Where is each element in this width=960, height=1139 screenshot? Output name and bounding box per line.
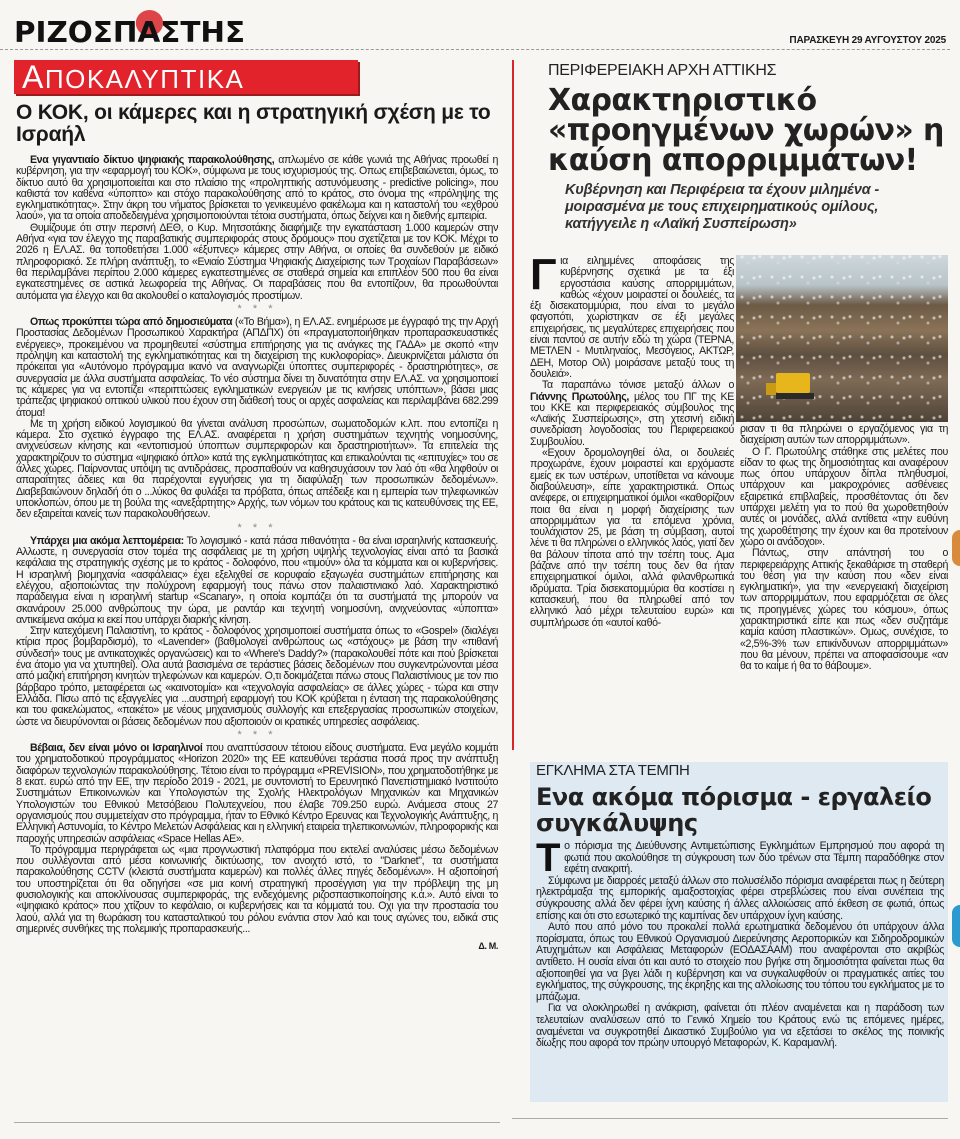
paragraph: Για ειλημμένες αποφάσεις της κυβέρνησης σχετικά με τα έξι εργοστάσια καύσης απορριμμάτων, καθώς «έχουν μοιραστεί οι δουλειές, τα έξι δισεκατομμύρια, που είναι το μεγάλο φαγοπότι, χωρίστηκαν σε έξι μεγάλες επιχειρήσεις, τις μεγαλύτερες επιχειρήσεις που είναι παντού σε αυτήν εδώ τη χώρα (ΤΕΡΝΑ, ΜΕΤΛΕΝ - Μυτιληναίος, Μεσόγειος, ΑΚΤΩΡ, ΔΕΗ, Μοτορ Οιλ) μοιράσανε μεταξύ τους τη δουλειά». bbox=[530, 250, 734, 380]
page-edge-tab bbox=[952, 905, 960, 947]
divider bbox=[14, 1122, 500, 1123]
section-banner: ΑΠΟΚΑΛΥΠΤΙΚΑ bbox=[14, 60, 358, 94]
separator: * * * bbox=[237, 728, 277, 741]
article-headline: Χαρακτηριστικό «προηγμένων χωρών» η καύση απορριμμάτων! bbox=[548, 83, 944, 178]
article-subtitle: Κυβέρνηση και Περιφέρεια τα έχουν μιλημένα - μοιρασμένα με τους επιχειρηματικούς ομίλους, κατήγγειλε η «Λαϊκή Συσπείρωση» bbox=[565, 182, 880, 232]
paragraph: Πάντως, στην απάντησή του ο περιφερειάρχης Αττικής ξεκαθάρισε τη σταθερή του θέση για την καύση που «δεν είναι εγκληματική», για την «ενεργειακή διαχείριση των απορριμμάτων, που εφαρμόζεται σε όλες τις προηγμένες χώρες του κόσμου», όπως χαρακτηριστικά είπε και πως «δεν συζητάμε καμία καύση πλαστικών». Ομως, συνέχισε, το «2,5%-3% των επικίνδυνων απορριμμάτων» που θα μένουν, πρέπει να αποφασίσουμε «αν θα το καίμε ή θα το θάβουμε». bbox=[740, 547, 948, 673]
article-kicker: ΕΓΚΛΗΜΑ ΣΤΑ ΤΕΜΠΗ bbox=[536, 762, 690, 779]
article-body bbox=[16, 155, 498, 952]
paragraph: Υπάρχει μια ακόμα λεπτομέρεια: Το λογισμικό - κατά πάσα πιθανότητα - θα είναι ισραηλινής κατασκευής. Αλλωστε, η συνεργασία στον τομέα της ασφάλειας με τη χρήση υψηλής τεχνολογίας είναι από τα βασικά κεφάλαια της στρατηγικής σχέσης με το κράτος - δολοφόνο, που «τιμούν» όλα τα κόμματα και οι κυβερνήσεις. Η ισραηλινή βιομηχανία «ασφάλειας» έχει εξελιχθεί σε κορυφαίο εξαγωγέα συστημάτων επιτήρησης και ελέγχου, αξιοποιώντας την πολύχρονη εφαρμογή τους πάνω στον παλαιστινιακό λαό. Χαρακτηριστικό παράδειγμα είναι η ισραηλινή startup «Scanary», η οποία κομπάζει ότι τα συστήματά της μπορούν να σκανάρουν 25.000 ανθρώπους την ώρα, με ραντάρ και τεχνητή νοημοσύνη, ανιχνεύοντας «ύποπτα» αντικείμενα ακόμα κι εκεί που υπάρχει διαρκής κίνηση. bbox=[16, 534, 498, 626]
paragraph: ρισαν τι θα πληρώνει ο εργαζόμενος για τη διαχείριση αυτών των απορριμμάτων». bbox=[740, 423, 948, 447]
article-kicker: ΠΕΡΙΦΕΡΕΙΑΚΗ ΑΡΧΗ ΑΤΤΙΚΗΣ bbox=[548, 62, 777, 79]
paragraph: Οπως προκύπτει τώρα από δημοσιεύματα («Το Βήμα»), η ΕΛ.ΑΣ. ενημέρωσε με έγγραφό της την Αρχή Προστασίας Δεδομένων Προσωπικού Χαρακτήρα (ΑΠΔΠΧ) ότι «πραγματοποιήθηκαν προπαρασκευαστικές ενέργειες», προκειμένου να προμηθευτεί «σύστημα επιτήρησης για τις ανάγκες της ΓΑΔΑ» με σκοπό «την πρόληψη και καταστολή της εγκληματικότητας και τη διαχείριση της κυκλοφορίας». Διευκρινίζεται μάλιστα ότι πρόκειται για «Αυτόνομο πρόγραμμα ικανό να αναγνωρίζει ύποπτες συμπεριφορές - δραστηριότητες», σε συνεργασία με άλλα συστήματα ασφαλείας. Το νέο σύστημα δίνει τη δυνατότητα στην ΕΛ.ΑΣ. να χρησιμοποιεί τις κάμερες για να εντοπίζει «περιπτώσεις εγκληματικών ενεργειών με τις κινήσεις υπόπτων», βάσει μιας τράπεζας ψηφιακού οπτικού υλικού που έχουν στη διάθεσή τους οι αρχές ασφαλείας και περιλαμβάνει 682.299 άτομα! bbox=[16, 316, 498, 419]
page-edge-tab bbox=[952, 530, 960, 566]
paragraph: «Εχουν δρομολογηθεί όλα, οι δουλειές προχωράνε, έχουν μοιραστεί και ερχόμαστε εμείς εκ των υστέρων, υποτίθεται να κάνουμε διαβούλευση», είπε χαρακτηριστικά. Οπως ανέφερε, οι επιχειρηματικοί όμιλοι «καθορίζουν ποια θα είναι η μορφή διαχείρισης των απορριμμάτων για τα επόμενα χρόνια, τουλάχιστον 25, με βάση τη σύμβαση, αυτοί λένε τι θα πληρώνει ο ελληνικός λαός, γιατί δεν θα βάλουν τίποτα από την τσέπη τους. Αμα βάζανε από την τσέπη τους δεν θα ήταν επιχειρηματικοί όμιλοι, αλλά φιλανθρωπικά ιδρύματα. Τρία δισεκατομμύρια θα κοστίσει η κατασκευή, που θα πληρωθεί από τον ελληνικό λαό μέχρι τελευταίου ευρώ» και συμπλήρωσε ότι «αυτοί καθό- bbox=[530, 447, 734, 629]
article-body-col2 bbox=[740, 424, 948, 673]
paragraph: Στην κατεχόμενη Παλαιστίνη, το κράτος - δολοφόνος χρησιμοποιεί συστήματα όπως το «Gospel» (διαλέγει κτίρια προς βομβαρδισμό), το «Lavender» (βαθμολογεί ανθρώπους ως «στόχους» με βάση την «πιθανή σύνδεσή» τους με αντικατοχικές οργανώσεις) και το «Where's Daddy?» (παρακολουθεί πότε και πού βρίσκεται ένα άτομο για να χτυπηθεί). Ολα αυτά βασισμένα σε τεράστιες βάσεις δεδομένων που συγκεντρώνονται μέσα από μαζική επιτήρηση κινητών τηλεφώνων και καμερών. Ο,τι δοκιμάζεται πάνω στους Παλαιστίνιους με τον πιο βάρβαρο τρόπο, μεταφέρεται ως «καινοτομία» και «τεχνολογία ασφαλείας» σε άλλες χώρες - τώρα και στην Ελλάδα. Πίσω από τις εξαγγελίες για ...αυστηρή εφαρμογή του ΚΟΚ κρύβεται η ένταση της παρακολούθησης και του φακελώματος, «πακέτο» με νέους μηχανισμούς συλλογής και επεξεργασίας προσωπικών στοιχείων, ώστε να διευρύνονται οι βάσεις δεδομένων που αξιοποιούν οι κρατικές υπηρεσίες ασφάλειας. bbox=[16, 625, 498, 728]
paragraph: Θυμίζουμε ότι στην περσινή ΔΕΘ, ο Κυρ. Μητσοτάκης διαφήμιζε την εγκατάσταση 1.000 καμερών στην Αθήνα «για τον έλεγχο της παραβατικής συμπεριφοράς στους δρόμους» που σχετίζεται με τον ΚΟΚ. Μέχρι το 2026 η ΕΛ.ΑΣ. θα τοποθετήσει 1.000 «έξυπνες» κάμερες στην Αθήνα, οι οποίες θα συνδεθούν με ειδικό πληροφοριακό. Σε πλήρη ανάπτυξη, το «Ενιαίο Σύστημα Ψηφιακής Διαχείρισης των Τροχαίων Παραβάσεων» θα περιλαμβάνει περίπου 2.000 κάμερες εγκατεστημένες σε σταθερά σημεία και επιπλέον 500 που θα είναι εγκατεστημένες σε αστικά λεωφορεία της Αθήνας. Οι παραβάσεις που θα εντοπίζουν, θα προωθούνται αυτόματα για έλεγχο και θα ακολουθεί ο καταλογισμός προστίμων. bbox=[16, 221, 498, 302]
paragraph: Το πόρισμα της Διεύθυνσης Αντιμετώπισης Εγκλημάτων Εμπρησμού που αφορά τη φωτιά που ακολούθησε τη σύγκρουση των δύο τρένων στα Τέμπη παραδόθηκε στον εφέτη ανακριτή. bbox=[536, 836, 944, 880]
paragraph: Ενα γιγαντιαίο δίκτυο ψηφιακής παρακολούθησης, απλωμένο σε κάθε γωνιά της Αθήνας προωθεί η κυβέρνηση, για την «εφαρμογή του ΚΟΚ», σύμφωνα με τους ισχυρισμούς της. Οπως επιβεβαιώνεται, όμως, το δίκτυο αυτό θα χρησιμοποιείται και στο πλαίσιο της «προληπτικής αστυνόμευσης - predictive policing», που καθιστά τον καθένα «ύποπτο» και στόχο παρακολούθησης από το κράτος, στο όνομα της «πρόληψης της εγκληματικότητας». Στην άκρη του νήματος βρίσκεται το γενικευμένο φακέλωμα και η καταστολή του «εχθρού λαού», για τα οποία αποδεδειγμένα χρησιμοποιούνται τέτοια συστήματα, όπως δείχνει και η διεθνής εμπειρία. bbox=[16, 154, 498, 223]
paragraph: Το πρόγραμμα περιγράφεται ως «μια προγνωστική πλατφόρμα που εκτελεί αναλύσεις μέσω δεδομένων που συλλέγονται από μέσα κοινωνικής δικτύωσης, τον ανοιχτό ιστό, το "Darknet", τα συστήματα παρακολούθησης CCTV (κλειστά συστήματα καμερών) και πολλές άλλες πηγές δεδομένων». Η αξιοποίησή του υποστηρίζεται ότι θα οδηγήσει «σε μια κοινή στρατηγική προσέγγιση για την πρόβλεψη της μη φυσιολογικής και αποκλίνουσας συμπεριφοράς, της ενδεχόμενης ριζοσπαστικοποίησης κ.ά.». Αυτό είναι το «ψηφιακό κράτος» που χτίζουν το κεφάλαιο, οι κυβερνήσεις και τα κόμματά του. Οχι για την προστασία του λαού, αλλά για τη θωράκιση του κατασταλτικού του ρόλου ενάντια στον λαό και τους αγώνες του, ειδικά στις σημερινές συνθήκες της πολεμικής προπαρασκευής... bbox=[16, 843, 498, 935]
paragraph: Βέβαια, δεν είναι μόνο οι Ισραηλινοί που αναπτύσσουν τέτοιου είδους συστήματα. Ενα μεγάλο κομμάτι του χρηματοδοτικού προγράμματος «Horizon 2020» της ΕΕ κατευθύνει τεράστια ποσά προς την ανάπτυξη διαφόρων τεχνολογιών παρακολούθησης. Τέτοιο είναι το πρόγραμμα «PREVISION», που χρηματοδοτήθηκε με 8 εκατ. ευρώ από την ΕΕ, την περίοδο 2019 - 2021, με συντονιστή το Ερευνητικό Πανεπιστημιακό Ινστιτούτο Συστημάτων Επικοινωνιών και Υπολογιστών της Σχολής Ηλεκτρολόγων Μηχανικών και Μηχανικών Υπολογιστών του Εθνικού Μετσόβειου Πολυτεχνείου, που έλαβε 709.250 ευρώ. Ανάμεσα στους 27 οργανισμούς που συμμετείχαν στο πρόγραμμα, ήταν το Εθνικό Κέντρο Ερευνας και Τεχνολογικής Ανάπτυξης, η Ελληνική Αστυνομία, το Κέντρο Μελετών Ασφάλειας και η ελληνική εταιρεία τηλεπικοινωνιών, πληροφορικής και παροχής υπηρεσιών ασφάλειας «Space Hellas AE». bbox=[16, 742, 498, 845]
bulldozer-figure bbox=[776, 373, 810, 393]
article-headline: Ο ΚΟΚ, οι κάμερες και η στρατηγική σχέση με το Ισραήλ bbox=[16, 101, 491, 146]
header-divider bbox=[0, 49, 950, 50]
birds-texture bbox=[736, 255, 948, 422]
separator: * * * bbox=[237, 302, 277, 315]
article-body-col1 bbox=[530, 250, 734, 629]
column-accent-line bbox=[512, 60, 514, 750]
paragraph: Για να ολοκληρωθεί η ανάκριση, φαίνεται ότι πλέον αναμένεται και η παράδοση των τελευταίων αναλύσεων από το Γενικό Χημείο του Κράτους ενώ τις επόμενες ημέρες, αναμένεται να συγκροτηθεί Δικαστικό Συμβούλιο για να εξετάσει το σκέλος της ποινικής δίωξης που αφορά τον πρώην υπουργό Μεταφορών, Κ. Καραμανλή. bbox=[536, 1002, 944, 1050]
newspaper-masthead: ΡΙΖΟΣΠΑΣΤΗΣ bbox=[14, 16, 245, 49]
author-signature: Δ. Μ. bbox=[478, 941, 498, 952]
paragraph: Ο Γ. Πρωτούλης στάθηκε στις μελέτες που είδαν το φως της δημοσιότητας και αναφέρουν πως όπου υπάρχουν δίπλα πληθυσμοί, υπάρχουν και μακροχρόνιες ασθένειες εξαιρετικά επιβλαβείς, προσθέτοντας ότι δεν υπάρχει μελέτη για το πού θα χωροθετηθούν αυτές οι μονάδες, αλλά αντίθετα «την ευθύνη της χωροθέτησης την έχουν και θα προτείνουν χώρο οι ανάδοχοι». bbox=[740, 445, 948, 548]
landfill-photo bbox=[736, 255, 948, 422]
paragraph: Με τη χρήση ειδικού λογισμικού θα γίνεται ανάλυση προσώπων, σωματοδομών κ.λπ. που εντοπίζει η κάμερα. Στο σχετικό έγγραφο της ΕΛ.ΑΣ. αναφέρεται η χρήση συστημάτων τεχνητής νοημοσύνης, ανιχνεύσεων κίνησης και «εντοπισμού ύποπτων συμπεριφορών και δραστηριοτήτων». Τα επιτελεία της χαρακτηρίζουν το σύστημα «ψηφιακό όπλο» κατά της εγκληματικότητας και επικαλούνται τις «επιτυχίες» του σε άλλες χώρες. Παίρνοντας υπόψη τις αντιδράσεις, προσπαθούν να καθησυχάσουν τον λαό ότι «θα ληφθούν οι απαραίτητες άδειες και θα παρέχονται εγγυήσεις για τη διαφύλαξη των προσωπικών δεδομένων». Διαβεβαιώνουν δηλαδή ότι ο ...λύκος θα φυλάξει τα πρόβατα, όπως απέδειξε και η εμπειρία των τηλεφωνικών υποκλοπών, όπου με τη βούλα της «ανεξάρτητης» Αρχής, των νόμων του κράτους και τις κατευθύνσεις της ΕΕ, δεν εξαιρείται κανείς των παρακολουθήσεων. bbox=[16, 417, 498, 521]
separator: * * * bbox=[237, 521, 277, 534]
paragraph: Σύμφωνα με διαρροές μεταξύ άλλων στο πολυσέλιδο πόρισμα αναφέρεται πως η δεύτερη ηλεκτράμαξα της εμπορικής αμαξοστοιχίας φέρει στρεβλώσεις που είναι συνέπεια της σύγκρουσης αλλά δεν φέρει ίχνη καύσης ή άλλες αλλοιώσεις από έκθεση σε φωτιά, όπως επίσης και ότι στο εσωτερικό της καμπίνας δεν υπάρχουν ίχνη καύσης. bbox=[536, 874, 944, 922]
divider bbox=[512, 1118, 948, 1119]
drop-cap: Γ bbox=[530, 250, 557, 299]
paragraph: Αυτό που από μόνο του προκαλεί πολλά ερωτηματικά δεδομένου ότι υπάρχουν άλλα πορίσματα, όπως του Εθνικού Οργανισμού Διερεύνησης Αεροπορικών και Σιδηροδρομικών Ατυχημάτων και Ασφάλειας Μεταφορών (ΕΟΔΑΣΑΑΜ) που αναφέρονται στο ακριβώς αντίθετο. Η ουσία είναι ότι και αυτό το στοιχείο που βγήκε στη δημοσιότητα φαίνεται πως θα αξιοποιηθεί για να βγει λάδι η κυβέρνηση και να συγκαλυφθούν οι πραγματικές αιτίες του εγκλήματος, της σύγκρουσης, της έκρηξης και της αλλοίωσης του τόπου του εγκλήματος με το μπάζωμα. bbox=[536, 921, 944, 1003]
paragraph: Τα παραπάνω τόνισε μεταξύ άλλων ο Γιάννης Πρωτούλης, μέλος του ΠΓ της ΚΕ του ΚΚΕ και περιφερειακός σύμβουλος της «Λαϊκής Συσπείρωσης», στη χτεσινή ειδική συνεδρίαση λογοδοσίας του Περιφερειακού Συμβουλίου. bbox=[530, 379, 734, 448]
drop-cap: Τ bbox=[536, 836, 561, 880]
issue-date: ΠΑΡΑΣΚΕΥΗ 29 ΑΥΓΟΥΣΤΟΥ 2025 bbox=[789, 35, 946, 46]
article-headline: Ενα ακόμα πόρισμα - εργαλείο συγκάλυψης bbox=[536, 783, 932, 837]
article-body bbox=[536, 836, 944, 1050]
